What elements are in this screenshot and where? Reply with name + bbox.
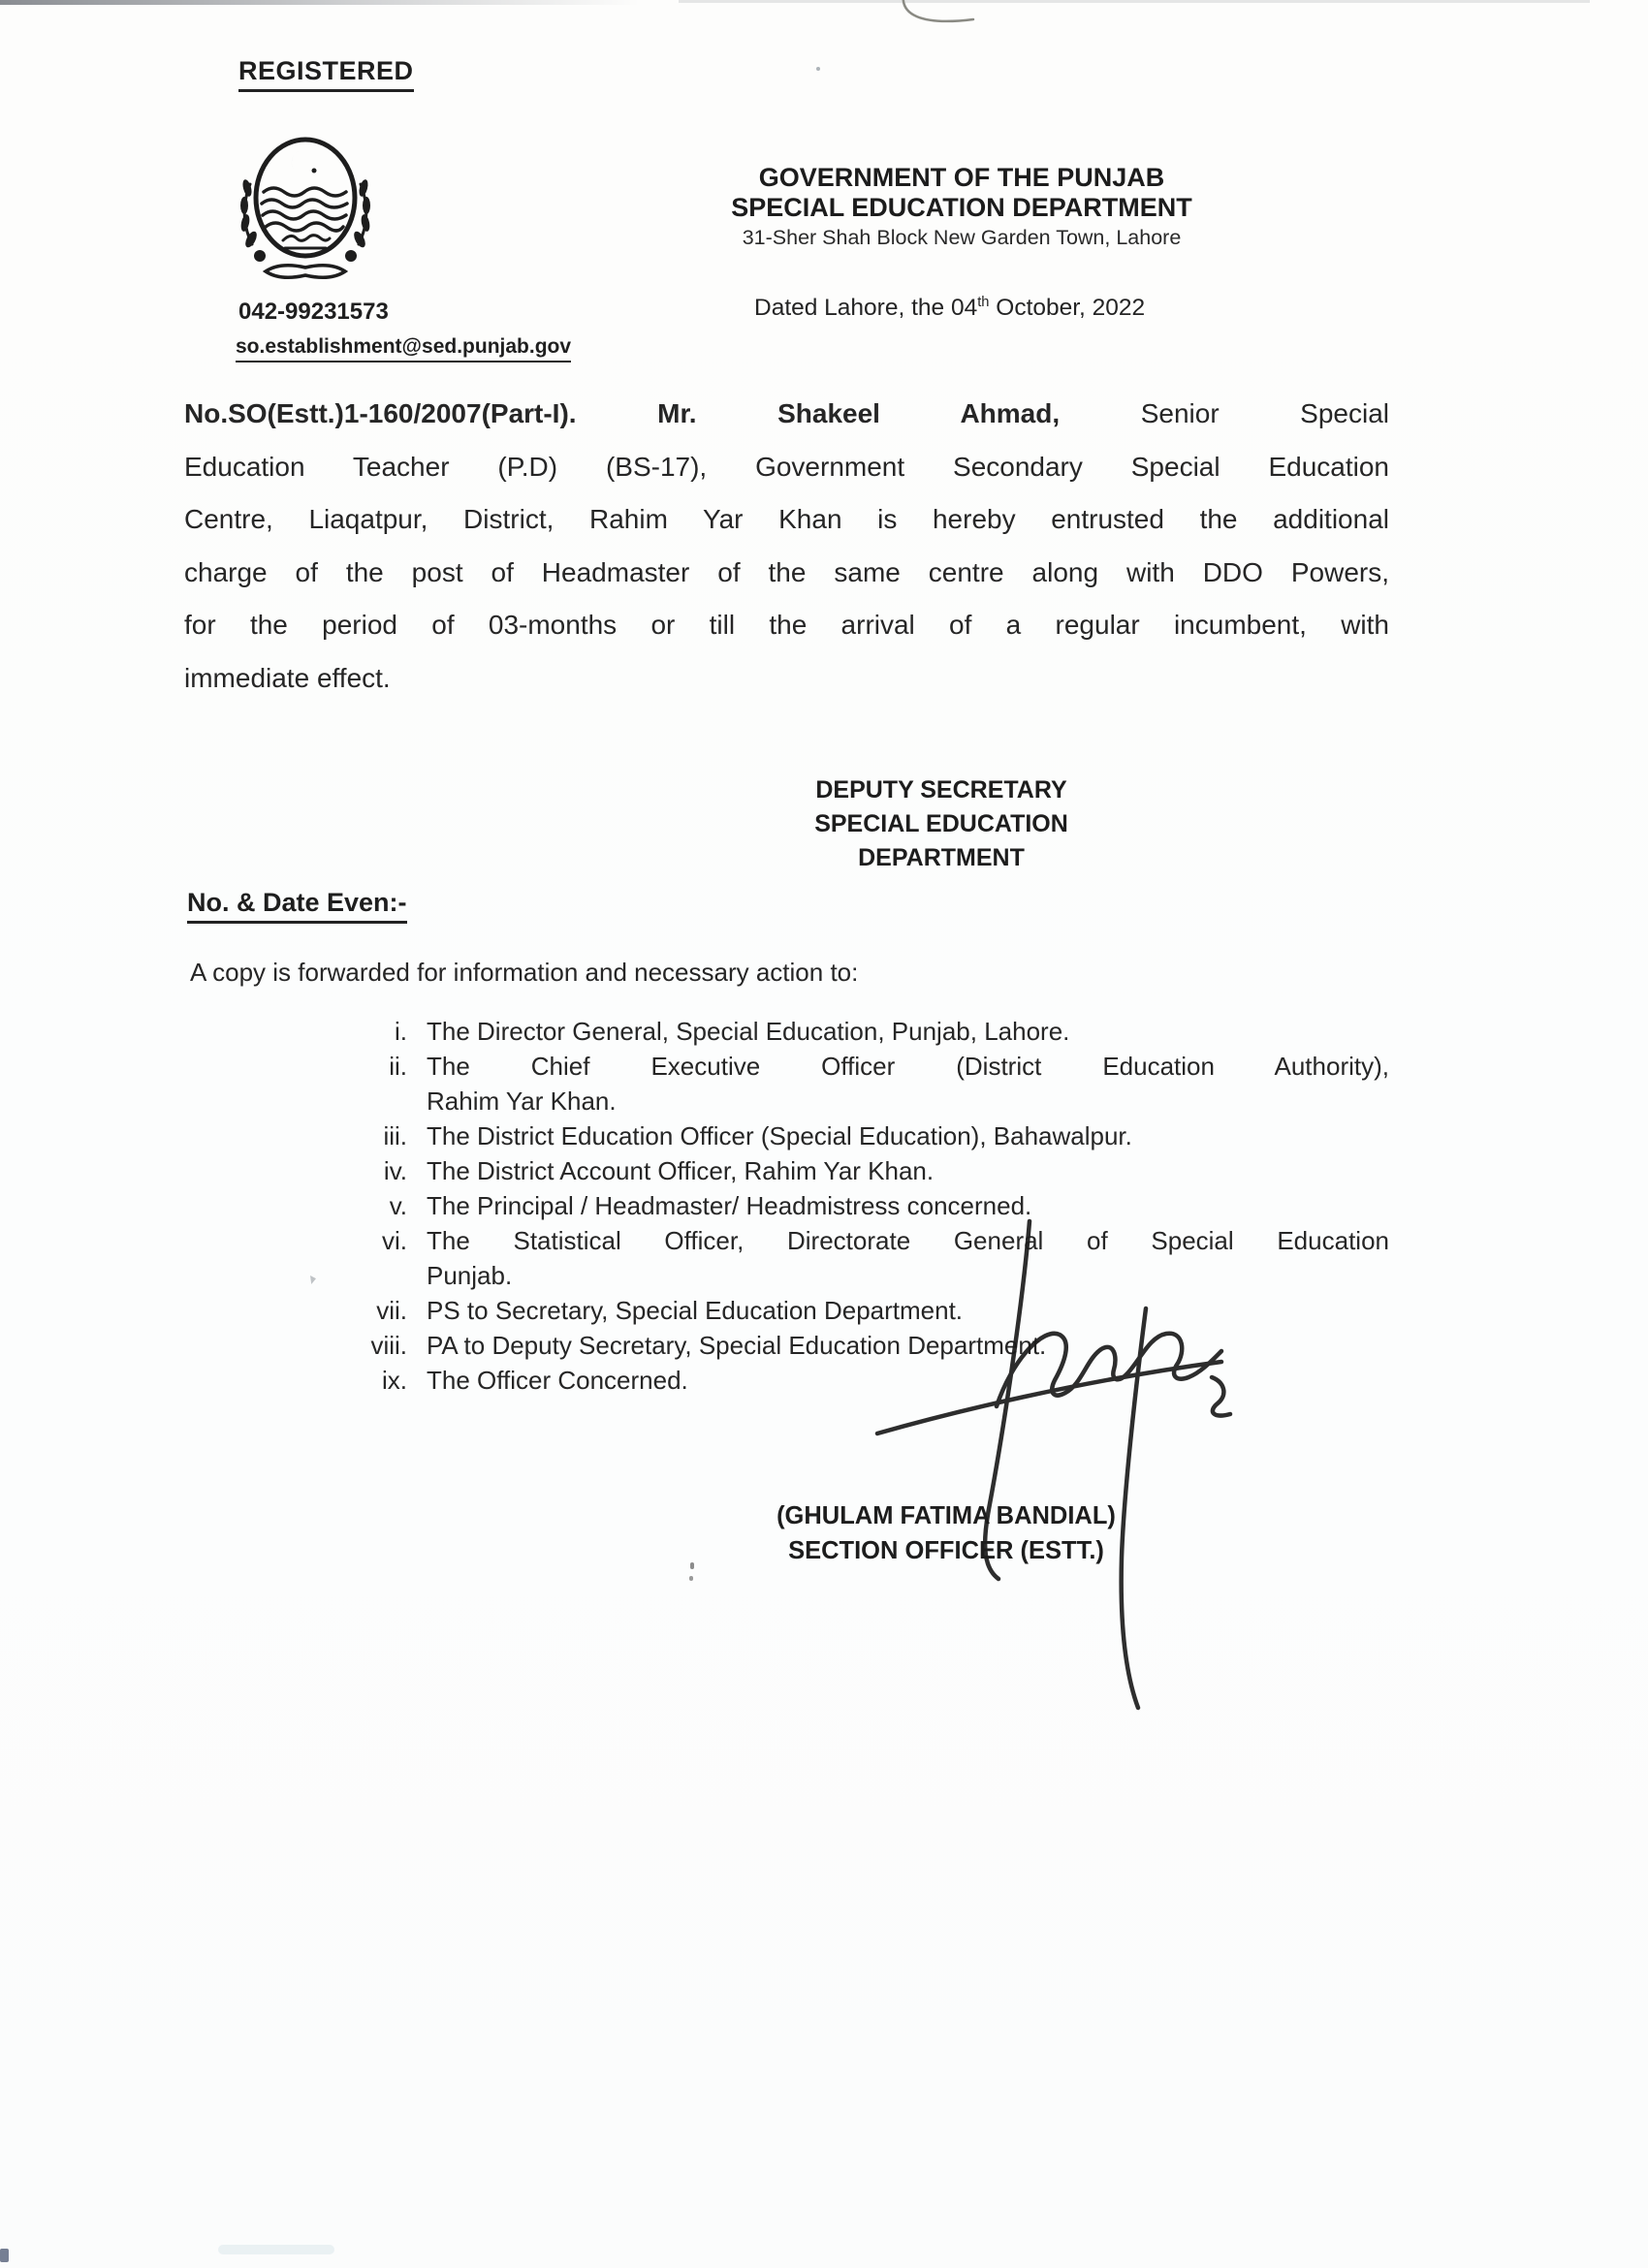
date-text: Dated Lahore, the 04 [754, 295, 978, 322]
scan-artifact-speck [816, 67, 820, 71]
body-line-3: Centre, Liaqatpur, District, Rahim Yar Khan is hereby entrusted the additional [184, 504, 1389, 534]
list-item [271, 1188, 1389, 1223]
scan-artifact-pen-curve [892, 0, 984, 33]
scan-artifact-smudge [218, 2245, 334, 2254]
scan-artifact-corner-mark [0, 2249, 9, 2262]
list-item-text: The District Education Officer (Special Education), Bahawalpur. [427, 1121, 1132, 1150]
list-item [271, 1328, 1389, 1363]
list-item [271, 1363, 1389, 1398]
body-line-1 [184, 388, 1389, 441]
list-item [271, 1118, 1389, 1153]
signatory-block [746, 1498, 1146, 1568]
list-item-text-wrap: Rahim Yar Khan. [427, 1087, 617, 1116]
list-item-number: vi. [382, 1226, 407, 1255]
list-item [271, 1223, 1389, 1293]
date-text-rest: October, 2022 [989, 295, 1146, 322]
scan-artifact-speck [690, 1562, 694, 1569]
org-address: 31-Sher Shah Block New Garden Town, Lahore [742, 226, 1182, 249]
body-line-5: for the period of 03-months or till the arrival of a regular incumbent, with [184, 610, 1389, 640]
body-line-1-rest: Senior Special [1140, 398, 1390, 428]
reference-number: No.SO(Estt.)1-160/2007(Part-I). [184, 398, 577, 428]
list-item-text: The Principal / Headmaster/ Headmistress concerned. [427, 1191, 1032, 1220]
scan-artifact-top-streak-faint [679, 0, 1590, 3]
list-item-text: The Officer Concerned. [427, 1366, 688, 1395]
list-item-number: vii. [376, 1296, 407, 1325]
scan-artifact-speck [689, 1576, 693, 1581]
date-line [754, 295, 1145, 322]
list-item-number: ix. [382, 1366, 407, 1395]
list-item-number: ii. [389, 1052, 407, 1081]
list-item [271, 1293, 1389, 1328]
list-item-number: viii. [370, 1331, 407, 1360]
list-item-text: The District Account Officer, Rahim Yar Khan. [427, 1156, 935, 1185]
list-item-text-wrap: Punjab. [427, 1261, 513, 1290]
date-ordinal-suffix: th [977, 295, 990, 310]
signoff-line-1: DEPUTY SECRETARY [815, 776, 1067, 803]
list-item [271, 1014, 1389, 1049]
forward-note: A copy is forwarded for information and necessary action to: [190, 958, 859, 987]
list-item-number: iii. [383, 1121, 407, 1150]
org-name-line1: GOVERNMENT OF THE PUNJAB [758, 163, 1165, 192]
list-item-text: The Chief Executive Officer (District Education Authority), [427, 1052, 1389, 1081]
officer-name: Mr. Shakeel Ahmad, [657, 398, 1061, 428]
list-item-number: v. [389, 1191, 407, 1220]
body-line-2: Education Teacher (P.D) (BS-17), Government Secondary Special Education [184, 451, 1389, 482]
signatory-title: SECTION OFFICER (ESTT.) [788, 1537, 1104, 1564]
list-item-text: The Statistical Officer, Directorate General of Special Education [427, 1226, 1389, 1255]
scan-artifact-top-streak [0, 0, 640, 5]
punjab-government-crest-logo [237, 128, 374, 295]
phone-number: 042-99231573 [238, 299, 389, 325]
body-line-4: charge of the post of Headmaster of the same centre along with DDO Powers, [184, 556, 1389, 587]
section-heading: No. & Date Even:- [187, 888, 407, 924]
email-address: so.establishment@sed.punjab.gov [236, 335, 571, 362]
letterhead-block [671, 163, 1252, 252]
list-item-text: PA to Deputy Secretary, Special Education Department. [427, 1331, 1047, 1360]
body-paragraph [184, 388, 1389, 705]
list-item [271, 1049, 1389, 1118]
list-item-number: i. [395, 1017, 407, 1046]
signoff-line-3: DEPARTMENT [858, 844, 1025, 871]
list-item-text: The Director General, Special Education, Punjab, Lahore. [427, 1017, 1070, 1046]
org-name-line2: SPECIAL EDUCATION DEPARTMENT [731, 193, 1192, 222]
registered-label: REGISTERED [238, 56, 414, 92]
list-item-text: PS to Secretary, Special Education Department. [427, 1296, 964, 1325]
signoff-block [771, 773, 1112, 875]
body-line-6: immediate effect. [184, 662, 391, 693]
list-item-number: iv. [383, 1156, 407, 1185]
list-item [271, 1153, 1389, 1188]
signoff-line-2: SPECIAL EDUCATION [814, 810, 1068, 837]
distribution-list [271, 1014, 1389, 1398]
signatory-name: (GHULAM FATIMA BANDIAL) [776, 1502, 1116, 1529]
